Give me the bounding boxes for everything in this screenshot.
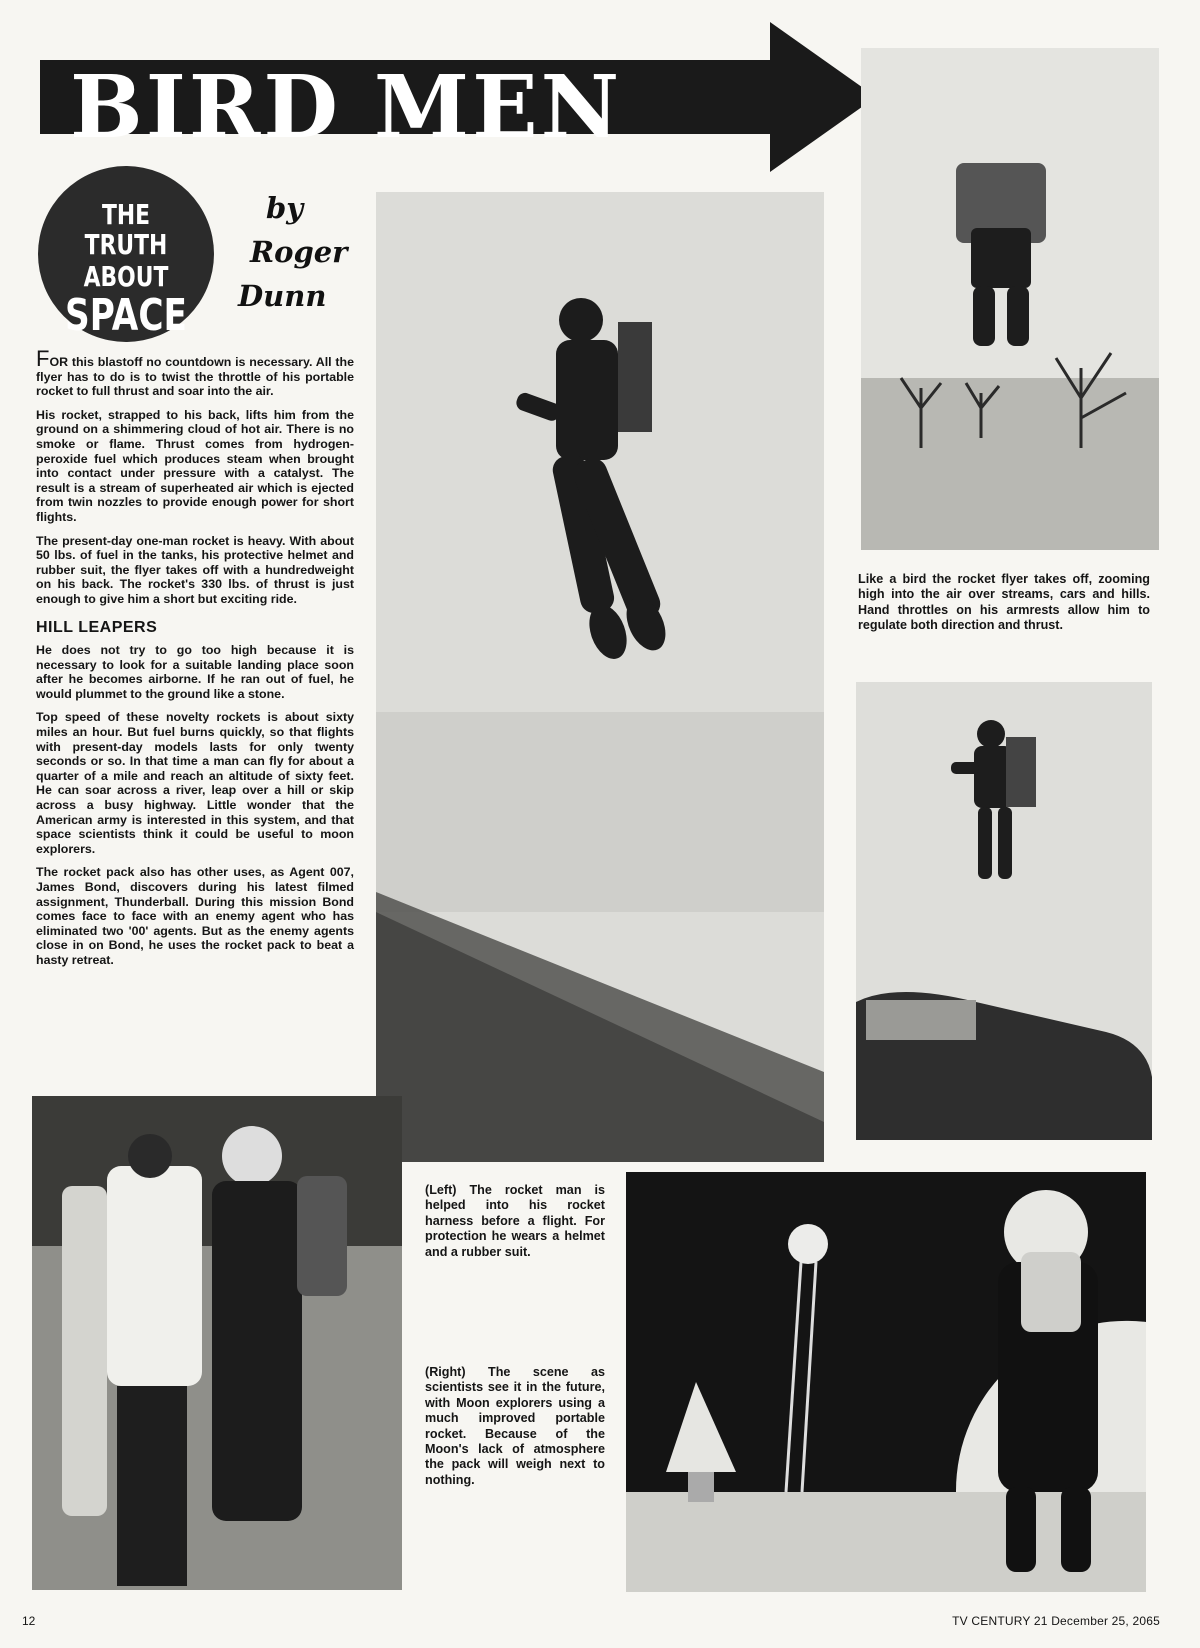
photo-flyer-over-trees	[861, 48, 1159, 550]
publication-footer: TV CENTURY 21 December 25, 2065	[952, 1614, 1160, 1628]
article-paragraph-3: The present-day one-man rocket is heavy. With about 50 lbs. of fuel in the tanks, his protective helmet and rubber suit, the flyer takes off with a hundredweight on his back. The rocket's 330 lbs. of thrust is just enough to give him a short but exciting ride.	[36, 533, 354, 606]
series-badge	[38, 166, 214, 342]
byline	[230, 186, 360, 318]
badge-line-2: ABOUT	[83, 260, 169, 293]
article-paragraph-1: FOR this blastoff no countdown is necessary. All the flyer has to do is to twist the throttle of his portable rocket to full thrust and soar into the air.	[36, 346, 354, 399]
photo-rocket-flyer-hill	[376, 192, 824, 1162]
page-title: BIRD MEN	[70, 57, 623, 158]
byline-by: by	[266, 191, 304, 225]
byline-last-name: Dunn	[238, 279, 327, 313]
article-body	[36, 346, 354, 977]
article-paragraph-6: The rocket pack also has other uses, as Agent 007, James Bond, discovers during his latest filmed assignment, Thunderball. During this mission Bond comes face to face with an enemy agent who has eliminated two '00' agents. But as the enemy agents close in on Bond, he uses the rocket pack to beat a hasty retreat.	[36, 865, 354, 967]
photo-harness-fitting	[32, 1096, 402, 1590]
article-paragraph-4: He does not try to go too high because it is necessary to look for a suitable landing place soon after he becomes airborne. If he ran out of fuel, he would plummet to the ground like a stone.	[36, 643, 354, 701]
caption-flyer: Like a bird the rocket flyer takes off, zooming high into the air over streams, cars and hills. Hand throttles on his armrests allow him to regulate both direction and thrust.	[858, 572, 1150, 633]
caption-left-photo: (Left) The rocket man is helped into his rocket harness before a flight. For protection he wears a helmet and a rubber suit.	[425, 1183, 605, 1259]
byline-first-name: Roger	[250, 235, 348, 269]
caption-right-illustration: (Right) The scene as scientists see it in the future, with Moon explorers using a much improved portable rocket. Because of the Moon's lack of atmosphere the pack will weigh next to nothing.	[425, 1365, 605, 1487]
photo-flyer-over-car	[856, 682, 1152, 1140]
article-paragraph-2: His rocket, strapped to his back, lifts him from the ground on a shimmering cloud of hot air. There is no smoke or flame. Thrust comes from hydrogen-peroxide fuel which produces steam when brought into contact under pressure with a catalyst. The result is a stream of superheated air which is ejected from twin nozzles to provide enough power for short flights.	[36, 407, 354, 524]
illustration-moon-explorers	[626, 1172, 1146, 1592]
badge-line-3: SPACE	[65, 290, 187, 341]
article-subheading: HILL LEAPERS	[36, 618, 158, 636]
article-paragraph-5: Top speed of these novelty rockets is about sixty miles an hour. But fuel burns quickly, so that flights with present-day models lasts for only twenty seconds or so. In that time a man can fly for about a quarter of a mile and reach an altitude of sixty feet. He can soar across a river, leap over a hill or skip across a busy highway. Little wonder that the American army is interested in this system, and that space scientists think it could be useful to moon explorers.	[36, 710, 354, 856]
badge-line-1: THE TRUTH	[84, 198, 168, 261]
page-number: 12	[22, 1614, 36, 1628]
